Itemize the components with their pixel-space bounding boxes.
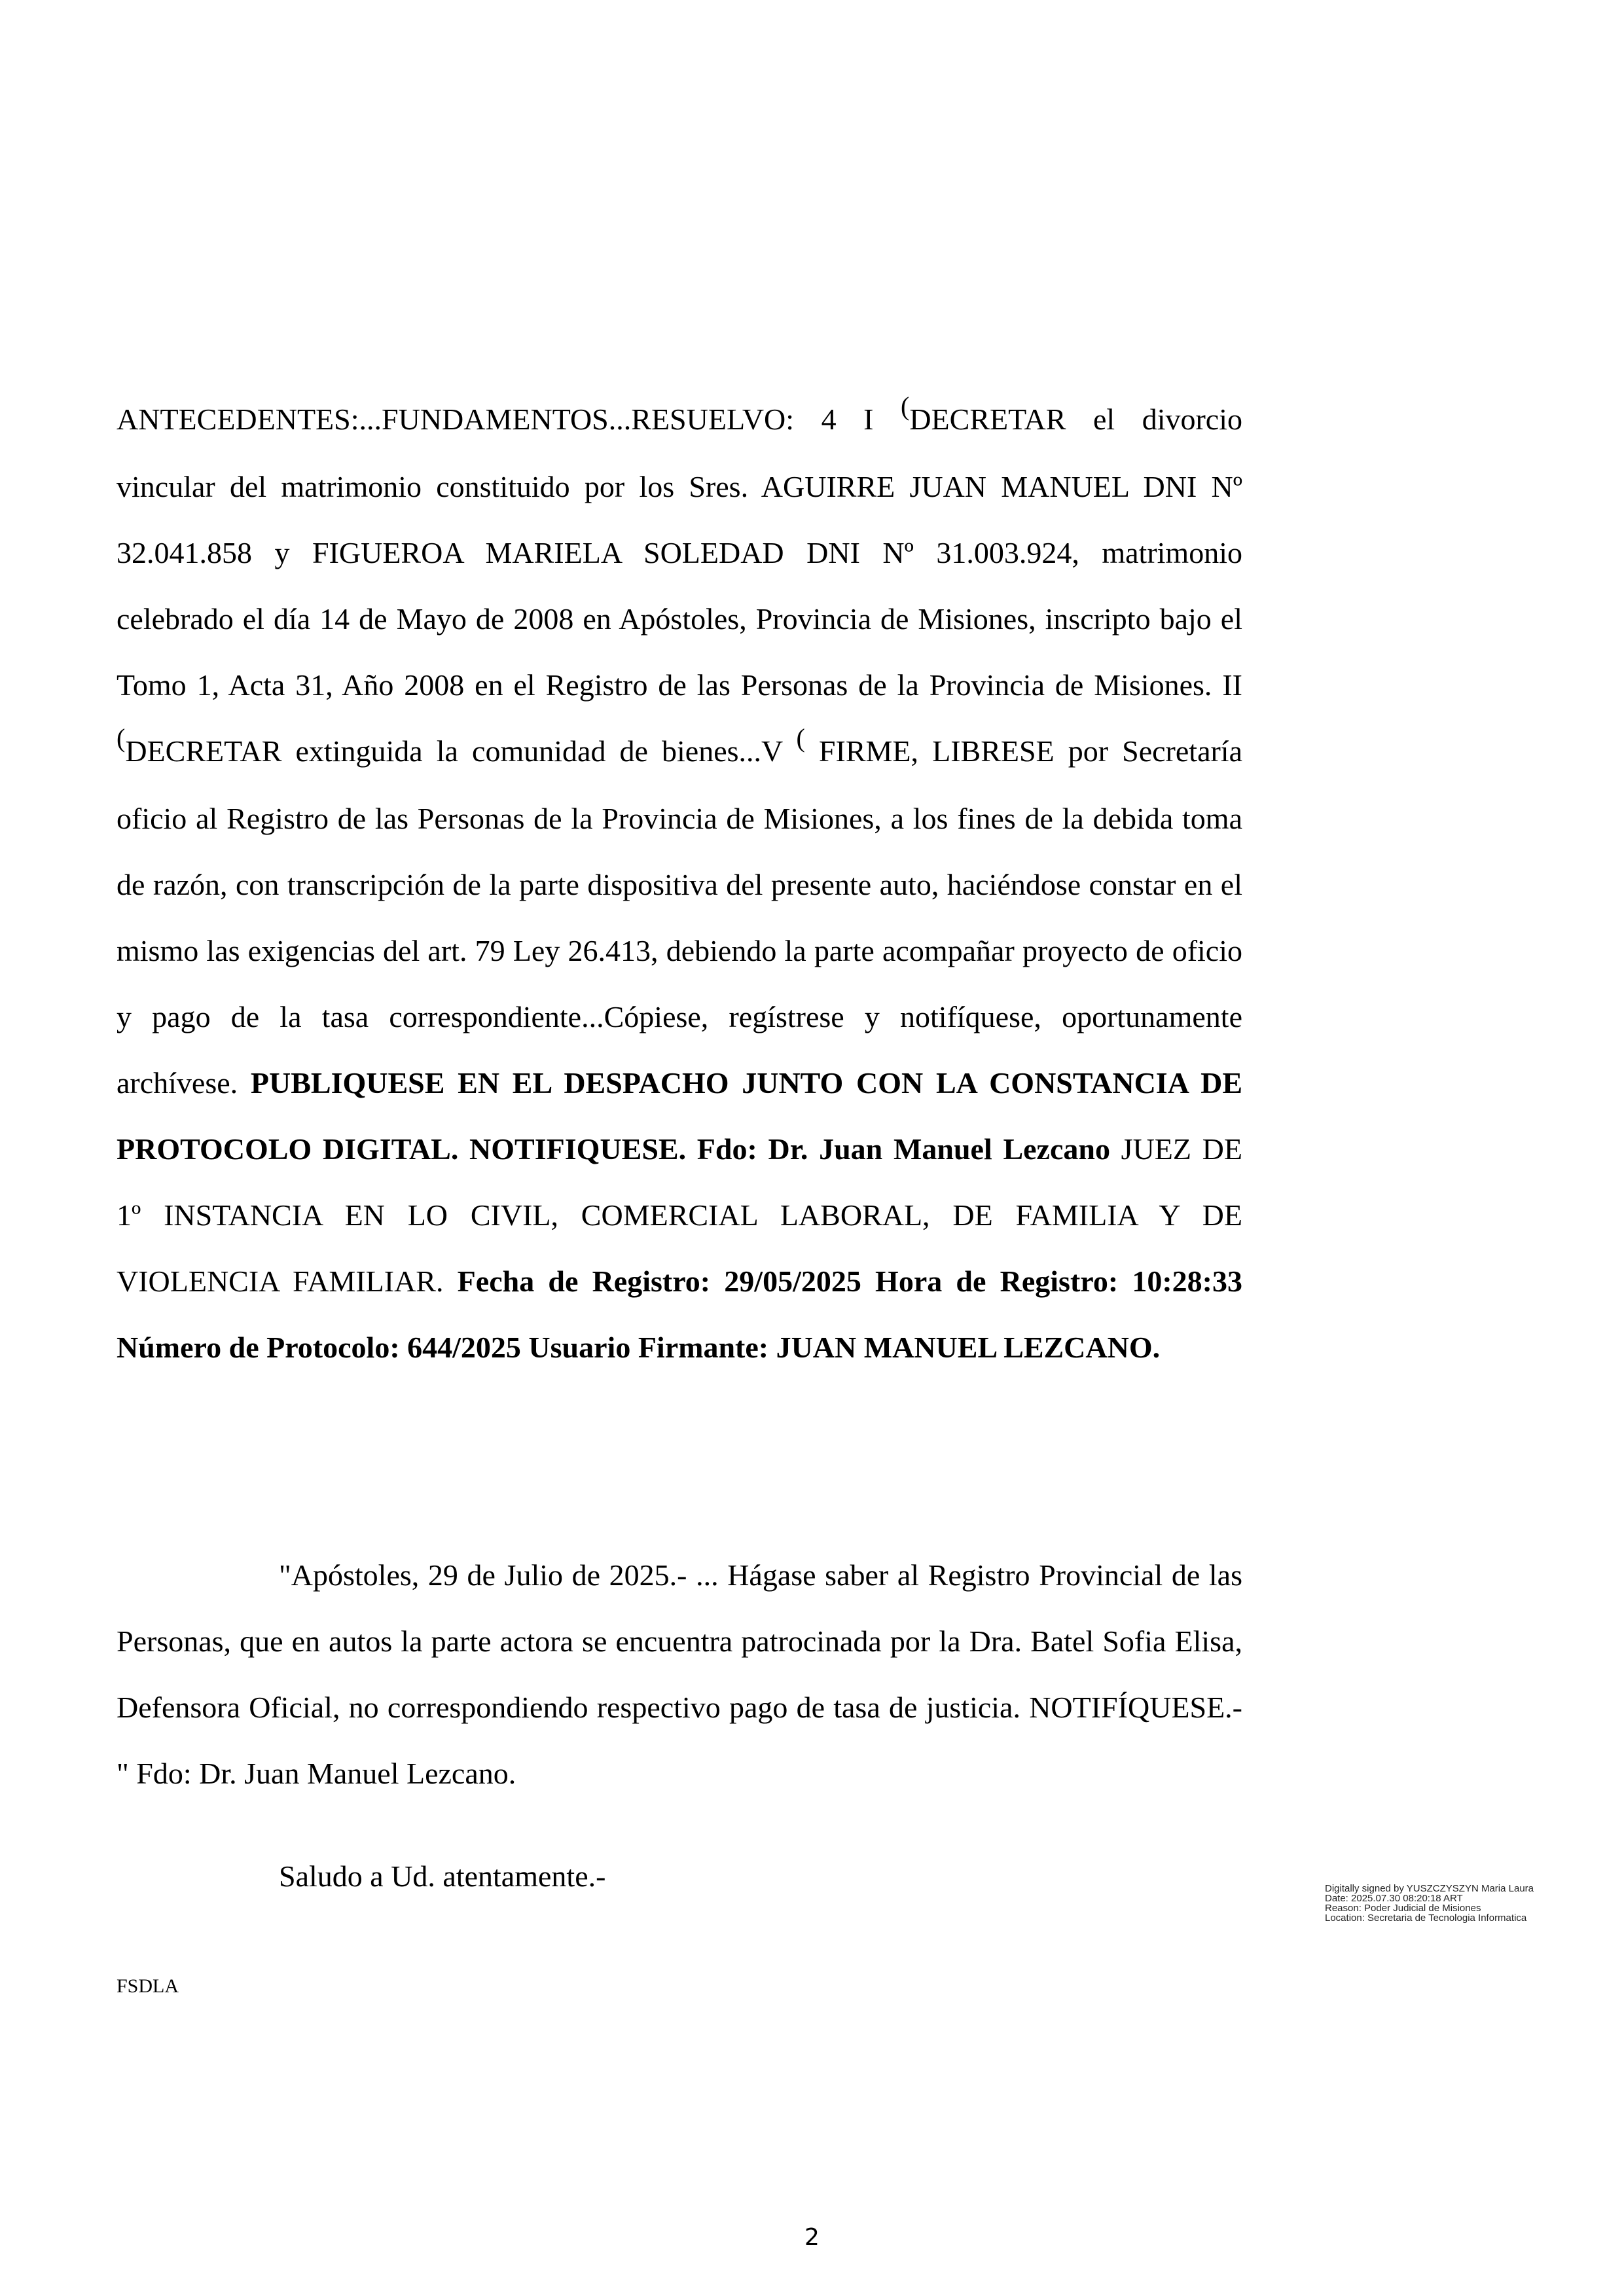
publication-order-bold: PUBLIQUESE EN EL DESPACHO JUNTO CON LA CONSTANCIA DE PROTOCOLO DIGITAL. NOTIFIQUESE. Fdo: Dr. Juan Manuel Lezcano (117, 1066, 1243, 1166)
resolution-text-1: ANTECEDENTES:...FUNDAMENTOS...RESUELVO: 4 I (117, 403, 901, 436)
judge-title: JUEZ DE 1º INSTANCIA EN LO CIVIL, COMERCIAL LABORAL, DE FAMILIA Y DE VIOLENCIA FAMILIAR. (117, 1132, 1243, 1298)
resolution-text-4: FIRME, LIBRESE por Secretaría oficio al Registro de las Personas de la Provincia de Misiones, a los fines de la debida toma de razón, con transcripción de la parte dispositiva del presente auto, haciéndose constar en el mismo las exigencias del art. 79 Ley 26.413, debiendo la parte acompañar proyecto de oficio y pago de la tasa correspondiente...Cópiese, regístrese y notifíquese, oportunamente archívese. (117, 734, 1243, 1100)
signature-reason-line: Reason: Poder Judicial de Misiones (1325, 1903, 1481, 1914)
resolution-text-3: DECRETAR extinguida la comunidad de bienes...V (125, 734, 797, 768)
paren-mark: ( (796, 723, 805, 753)
decree-paragraph: "Apóstoles, 29 de Julio de 2025.- ... Hágase saber al Registro Provincial de las Personas, que en autos la parte actora se encuentra patrocinada por la Dra. Batel Sofia Elisa, Defensora Oficial, no correspondiendo respectivo pago de tasa de justicia. NOTIFÍQUESE.-" Fdo: Dr. Juan Manuel Lezcano. (117, 1558, 1242, 1790)
paren-mark: ( (117, 723, 126, 753)
signature-location-line: Location: Secretaria de Tecnologia Informatica (1325, 1912, 1527, 1924)
digital-signature-block (1325, 1884, 1541, 1923)
page-number: 2 (804, 2224, 820, 2251)
resolution-paragraph (117, 386, 1242, 1380)
resolution-text-2: DECRETAR el divorcio vincular del matrimonio constituido por los Sres. AGUIRRE JUAN MANUEL DNI Nº 32.041.858 y FIGUEROA MARIELA SOLEDAD DNI Nº 31.003.924, matrimonio celebrado el día 14 de Mayo de 2008 en Apóstoles, Provincia de Misiones, inscripto bajo el Tomo 1, Acta 31, Año 2008 en el Registro de las Personas de la Provincia de Misiones. II (117, 403, 1242, 702)
signature-date-line: Date: 2025.07.30 08:20:18 ART (1325, 1893, 1463, 1904)
initials: FSDLA (117, 1975, 179, 1997)
signature-signer-line: Digitally signed by YUSZCZYSZYN Maria Laura (1325, 1883, 1534, 1894)
registry-data-bold: Fecha de Registro: 29/05/2025 Hora de Registro: 10:28:33 Número de Protocolo: 644/2025 Usuario Firmante: JUAN MANUEL LEZCANO. (117, 1265, 1242, 1364)
closing-salutation: Saludo a Ud. atentamente.- (279, 1859, 606, 1893)
paren-mark: ( (901, 391, 910, 421)
